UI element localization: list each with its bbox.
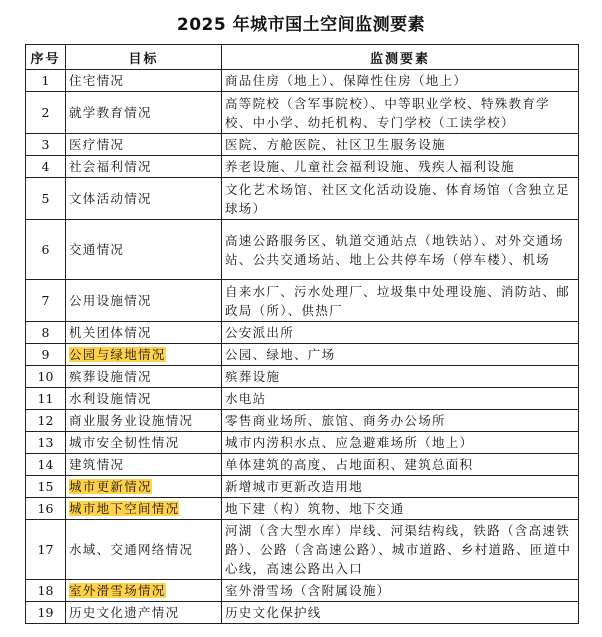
table-row: [26, 520, 579, 580]
row-elements: 历史文化保护线: [222, 602, 579, 624]
row-number: 1: [26, 70, 66, 92]
target-text: 医疗情况: [69, 137, 125, 152]
row-target: [66, 388, 222, 410]
row-elements: 养老设施、儿童社会福利设施、残疾人福利设施: [222, 156, 579, 178]
table-row: [26, 498, 579, 520]
target-text: 水利设施情况: [69, 391, 152, 406]
row-number: 18: [26, 580, 66, 602]
highlighted-target-text: 室外滑雪场情况: [69, 583, 166, 598]
row-number: 14: [26, 454, 66, 476]
row-elements: 零售商业场所、旅馆、商务办公场所: [222, 410, 579, 432]
table-row: [26, 92, 579, 134]
row-number: 17: [26, 520, 66, 580]
row-target: [66, 602, 222, 624]
row-target: [66, 476, 222, 498]
header-number: 序号: [26, 45, 66, 70]
row-target: [66, 322, 222, 344]
row-elements: 水电站: [222, 388, 579, 410]
row-number: 12: [26, 410, 66, 432]
row-elements: 高等院校（含军事院校）、中等职业学校、特殊教育学校、中小学、幼托机构、专门学校（工读学校）: [222, 92, 579, 134]
table-row: [26, 322, 579, 344]
table-row: [26, 344, 579, 366]
row-elements: 文化艺术场馆、社区文化活动设施、体育场馆（含独立足球场）: [222, 178, 579, 220]
monitoring-table: [25, 44, 579, 624]
row-elements: 高速公路服务区、轨道交通站点（地铁站）、对外交通场站、公共交通场站、地上公共停车场（停车楼）、机场: [222, 220, 579, 280]
table-row: [26, 156, 579, 178]
table-body: [26, 70, 579, 624]
row-number: 19: [26, 602, 66, 624]
row-elements: 公安派出所: [222, 322, 579, 344]
row-target: [66, 220, 222, 280]
row-elements: 新增城市更新改造用地: [222, 476, 579, 498]
row-target: [66, 92, 222, 134]
row-number: 6: [26, 220, 66, 280]
row-number: 11: [26, 388, 66, 410]
row-elements: 公园、绿地、广场: [222, 344, 579, 366]
row-target: [66, 580, 222, 602]
table-row: [26, 476, 579, 498]
table-row: [26, 410, 579, 432]
header-elements: 监测要素: [222, 45, 579, 70]
row-target: [66, 410, 222, 432]
target-text: 建筑情况: [69, 457, 125, 472]
row-number: 2: [26, 92, 66, 134]
table-row: [26, 432, 579, 454]
row-number: 8: [26, 322, 66, 344]
highlighted-target-text: 城市更新情况: [69, 479, 152, 494]
row-elements: 殡葬设施: [222, 366, 579, 388]
target-text: 文体活动情况: [69, 191, 152, 206]
target-text: 公用设施情况: [69, 293, 152, 308]
row-target: [66, 498, 222, 520]
target-text: 商业服务业设施情况: [69, 413, 194, 428]
table-row: [26, 280, 579, 322]
header-target: 目标: [66, 45, 222, 70]
row-number: 5: [26, 178, 66, 220]
row-number: 13: [26, 432, 66, 454]
row-elements: 单体建筑的高度、占地面积、建筑总面积: [222, 454, 579, 476]
target-text: 社会福利情况: [69, 159, 152, 174]
row-target: [66, 70, 222, 92]
target-text: 城市安全韧性情况: [69, 435, 180, 450]
row-target: [66, 134, 222, 156]
row-elements: 河湖（含大型水库）岸线、河渠结构线，铁路（含高速铁路）、公路（含高速公路）、城市道路、乡村道路、匝道中心线，高速公路出入口: [222, 520, 579, 580]
row-target: [66, 156, 222, 178]
row-number: 9: [26, 344, 66, 366]
table-row: [26, 388, 579, 410]
table-row: [26, 220, 579, 280]
table-header-row: [26, 45, 579, 70]
target-text: 交通情况: [69, 242, 125, 257]
target-text: 机关团体情况: [69, 325, 152, 340]
table-row: [26, 70, 579, 92]
row-target: [66, 454, 222, 476]
table-row: [26, 454, 579, 476]
target-text: 就学教育情况: [69, 105, 152, 120]
row-elements: 商品住房（地上）、保障性住房（地上）: [222, 70, 579, 92]
row-elements: 城市内涝积水点、应急避难场所（地上）: [222, 432, 579, 454]
row-target: [66, 366, 222, 388]
row-target: [66, 432, 222, 454]
table-row: [26, 580, 579, 602]
table-row: [26, 366, 579, 388]
target-text: 历史文化遗产情况: [69, 605, 180, 620]
table-row: [26, 178, 579, 220]
table-row: [26, 134, 579, 156]
row-target: [66, 280, 222, 322]
row-target: [66, 178, 222, 220]
row-number: 16: [26, 498, 66, 520]
row-elements: 室外滑雪场（含附属设施）: [222, 580, 579, 602]
table-row: [26, 602, 579, 624]
row-number: 4: [26, 156, 66, 178]
target-text: 住宅情况: [69, 73, 125, 88]
row-target: [66, 344, 222, 366]
target-text: 水域、交通网络情况: [69, 542, 194, 557]
target-text: 殡葬设施情况: [69, 369, 152, 384]
row-elements: 地下建（构）筑物、地下交通: [222, 498, 579, 520]
row-number: 7: [26, 280, 66, 322]
row-number: 10: [26, 366, 66, 388]
row-target: [66, 520, 222, 580]
row-number: 15: [26, 476, 66, 498]
row-number: 3: [26, 134, 66, 156]
row-elements: 自来水厂、污水处理厂、垃圾集中处理设施、消防站、邮政局（所）、供热厂: [222, 280, 579, 322]
page-title: 2025 年城市国土空间监测要素: [176, 15, 426, 35]
highlighted-target-text: 公园与绿地情况: [69, 347, 166, 362]
highlighted-target-text: 城市地下空间情况: [69, 501, 180, 516]
row-elements: 医院、方舱医院、社区卫生服务设施: [222, 134, 579, 156]
